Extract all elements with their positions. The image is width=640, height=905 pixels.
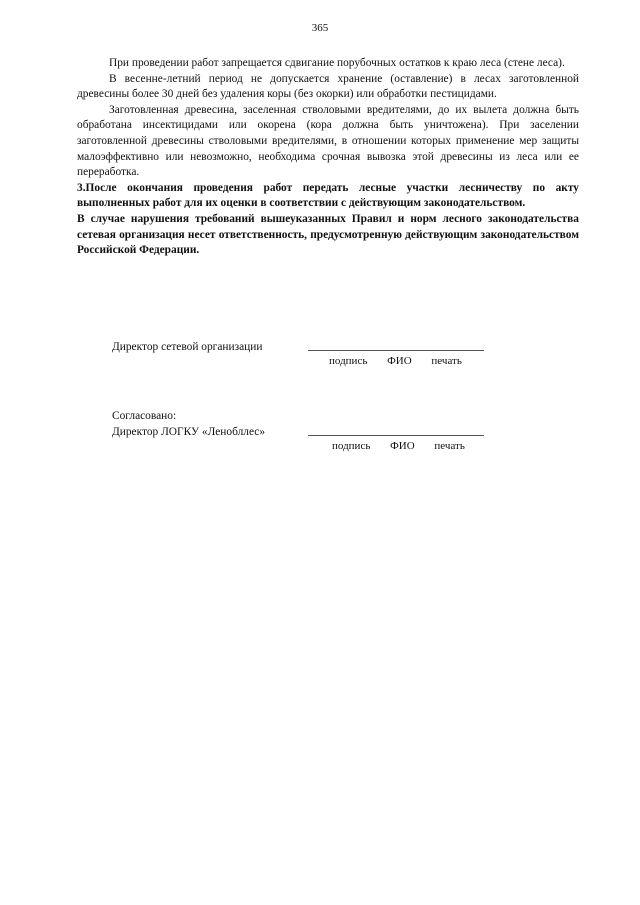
- paragraph-slash-removal: При проведении работ запрещается сдвигание порубочных остатков к краю леса (стене леса).: [109, 57, 565, 69]
- page-number: 365: [311, 22, 329, 34]
- signature-label: Директор сетевой организации: [112, 341, 263, 353]
- paragraph-pest-treatment: Заготовленная древесина, заселенная стволовыми вредителями, до их вылета должна быть обработана инсектицидами или окорена (кора должна быть уничтожена). При заселении заготовленной древесины стволовыми вредителями, в отношении которых применение мер защиты малоэффективно или невозможно, необходима срочная вывозка этой древесины из леса или ее переработка.: [77, 103, 579, 179]
- caption-name: ФИО: [390, 440, 415, 452]
- signature-line: [308, 435, 484, 436]
- caption-signature: подпись: [332, 440, 371, 452]
- caption-signature: подпись: [329, 355, 368, 367]
- document-body: [77, 56, 579, 259]
- paragraph-summer-storage: В весенне-летний период не допускается хранение (оставление) в лесах заготовленной древесины более 30 дней без удаления коры (без окорки) или обработки пестицидами.: [77, 72, 579, 101]
- signature-row: [112, 340, 532, 356]
- caption-stamp: печать: [434, 440, 465, 452]
- signature-line: [308, 350, 484, 351]
- signature-block-lenobles-director: [112, 409, 532, 452]
- signature-label: Директор ЛОГКУ «Ленобллес»: [112, 426, 266, 438]
- signature-captions: [329, 354, 462, 370]
- signature-captions: [332, 439, 465, 455]
- signature-row: [112, 425, 532, 441]
- paragraph-handover: 3.После окончания проведения работ передать лесные участки лесничеству по акту выполненных работ для их оценки в соответствии с действующим законодательством.: [77, 181, 579, 210]
- paragraph-liability: В случае нарушения требований вышеуказанных Правил и норм лесного законодательства сетевая организация несет ответственность, предусмотренную действующим законодательством Российской Федерации.: [77, 212, 579, 257]
- caption-name: ФИО: [387, 355, 412, 367]
- agreed-label: Согласовано:: [112, 410, 177, 422]
- caption-stamp: печать: [431, 355, 462, 367]
- signature-block-network-director: [112, 340, 532, 367]
